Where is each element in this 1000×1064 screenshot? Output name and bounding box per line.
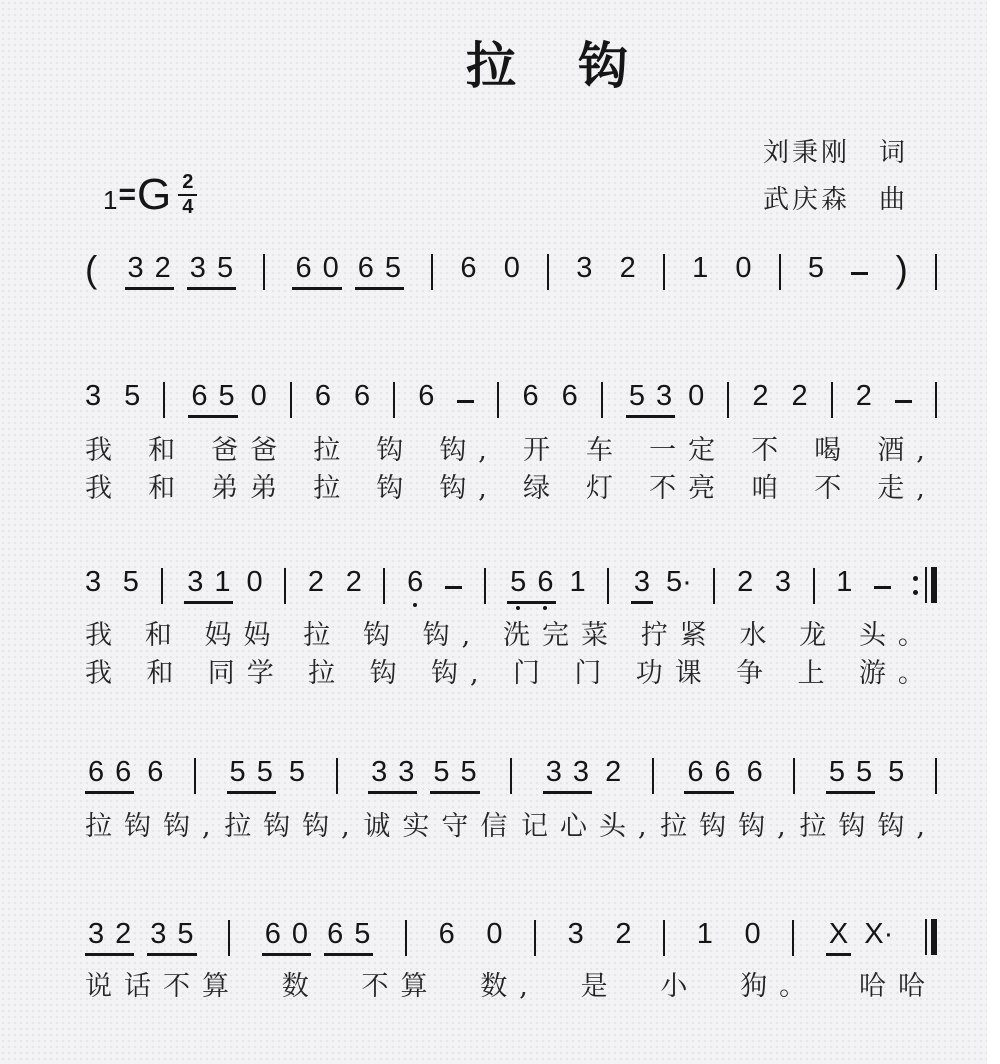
note-digit: 5 <box>460 756 477 788</box>
lyric-syllable: 上 <box>797 657 837 689</box>
note-group <box>184 568 233 604</box>
lyric-syllable: 钩 <box>376 472 416 504</box>
lyric-syllable: 钩 <box>376 434 416 466</box>
note-digit: X· <box>864 918 894 950</box>
barline <box>405 920 407 956</box>
note-digit: 3 <box>187 566 204 598</box>
lyric-syllable: 钩 <box>369 657 409 689</box>
barline <box>663 254 665 290</box>
note-group <box>620 254 636 290</box>
note-digit: 2 <box>615 918 632 950</box>
barline <box>792 920 794 956</box>
note-digit: 0 <box>291 918 309 950</box>
note-group <box>569 568 585 604</box>
note-digit: 3 <box>545 756 562 788</box>
note-digit: 3 <box>655 380 673 412</box>
lyric-syllable: 我 <box>85 472 124 504</box>
note-group <box>407 568 423 604</box>
note-digit: 3 <box>398 756 415 788</box>
note-digit: 6 <box>327 918 344 950</box>
barline <box>727 382 729 418</box>
note-digit: 3 <box>576 252 593 284</box>
key-equals: = <box>118 178 136 211</box>
lyric-syllable: 龙 <box>799 619 839 651</box>
note-group <box>826 920 851 956</box>
note-digit: 5 <box>510 568 526 597</box>
lyric-syllable: 不亮 <box>649 472 728 504</box>
note-digit: 6 <box>460 252 477 284</box>
note-digit: 5 <box>828 756 846 788</box>
lyric-syllable: 喝 <box>814 434 854 466</box>
barline <box>601 382 603 418</box>
lyric-syllable: 功课 <box>635 657 714 689</box>
note-group <box>147 758 163 794</box>
lyric-syllable: 我 <box>85 657 124 689</box>
note-cluster <box>543 758 621 794</box>
lyric-syllable: 狗。 <box>740 970 819 1002</box>
barline <box>336 758 338 794</box>
lyric-syllable: 钩 <box>362 619 402 651</box>
note-group <box>460 254 476 290</box>
barline <box>793 758 795 794</box>
note-group <box>251 382 267 418</box>
barline <box>935 382 937 418</box>
note-digit: 6 <box>147 756 164 788</box>
lyric-syllable: 是 <box>580 970 620 1002</box>
note-group <box>246 568 262 604</box>
page-title: 拉 钩 <box>466 36 634 95</box>
dash-extension <box>895 400 912 403</box>
barline <box>813 568 815 604</box>
lyric-syllable: 小 <box>660 970 700 1002</box>
lyric-syllable: 钩, <box>439 434 499 466</box>
barline <box>393 382 395 418</box>
lyric-syllable: 拉钩钩, <box>660 810 798 842</box>
repeat-end-barline <box>913 566 937 604</box>
note-cluster <box>826 758 904 794</box>
lyric-syllable: 游。 <box>858 657 937 689</box>
note-digit: 5 <box>433 756 450 788</box>
note-group <box>354 382 370 418</box>
barline <box>935 758 937 794</box>
dash-extension <box>457 400 474 403</box>
note-group <box>605 758 621 794</box>
note-group <box>147 920 196 956</box>
lyric-syllable: 咱 <box>751 472 791 504</box>
note-cluster <box>262 920 374 956</box>
note-cluster <box>85 920 197 956</box>
note-digit: 5 <box>216 252 234 284</box>
note-group <box>562 382 578 418</box>
barline <box>290 382 292 418</box>
note-group <box>85 382 101 418</box>
note-digit: 3 <box>633 566 651 598</box>
lyric-syllable: 和 <box>144 619 184 651</box>
barline <box>663 920 665 956</box>
note-digit: 5 <box>256 756 273 788</box>
barline <box>652 758 654 794</box>
thick-barline <box>931 567 937 603</box>
lyric-syllable: 钩, <box>430 657 491 689</box>
note-digit: 5 <box>122 566 139 598</box>
lyric-syllable: 水 <box>739 619 779 651</box>
note-digit: 0 <box>503 252 520 284</box>
note-group <box>631 568 653 604</box>
note-digit: 2 <box>855 380 872 412</box>
note-group <box>292 254 341 290</box>
note-cluster <box>292 254 404 290</box>
barline <box>935 254 937 290</box>
note-group <box>688 382 704 418</box>
note-digit: 2 <box>791 380 808 412</box>
note-group <box>324 920 373 956</box>
repeat-dot <box>913 576 918 581</box>
note-digit: 2 <box>307 566 325 598</box>
lyric-syllable: 车 <box>586 434 626 466</box>
note-digit: 3 <box>150 918 167 950</box>
note-digit: 6 <box>354 380 371 412</box>
note-group <box>430 758 479 794</box>
barline <box>779 254 781 290</box>
note-digit: 5 <box>218 380 235 412</box>
note-group <box>826 758 875 794</box>
note-group <box>752 382 768 418</box>
low-octave-dot <box>543 606 547 610</box>
verse-line-1 <box>85 374 937 418</box>
note-digit: 6 <box>264 918 281 950</box>
lyricist-credit: 刘秉刚 词 <box>762 138 908 168</box>
barline <box>431 254 433 290</box>
note-digit: 6 <box>522 380 539 412</box>
barline <box>510 758 512 794</box>
note-group <box>568 920 584 956</box>
note-group <box>808 254 824 290</box>
note-group <box>792 382 808 418</box>
note-cluster <box>188 382 266 418</box>
note-digit: 0 <box>250 380 267 412</box>
low-octave-dot <box>516 606 520 610</box>
note-digit: 6 <box>191 380 208 412</box>
lyric-syllable: 走, <box>877 472 937 504</box>
note-group <box>697 920 713 956</box>
lyric-syllable: 妈妈 <box>204 619 283 651</box>
note-cluster <box>227 758 305 794</box>
lyric-syllable: 弟弟 <box>211 472 290 504</box>
note-digit: 6 <box>407 568 423 597</box>
note-digit: 6 <box>746 756 763 788</box>
note-digit: X <box>828 918 849 950</box>
note-digit: 3 <box>127 252 144 284</box>
note-cluster <box>184 568 262 604</box>
note-group <box>504 254 520 290</box>
note-cluster <box>368 758 480 794</box>
note-group <box>522 382 538 418</box>
note-digit: 3 <box>774 566 792 598</box>
lyric-syllable: 钩, <box>439 472 499 504</box>
note-digit: 6 <box>295 252 312 284</box>
note-group <box>262 920 311 956</box>
note-group <box>227 758 276 794</box>
time-signature-denominator: 4 <box>182 196 194 218</box>
note-digit: 3 <box>371 756 388 788</box>
note-digit: 2 <box>115 918 132 950</box>
note-group <box>418 382 434 418</box>
note-cluster <box>631 568 692 604</box>
note-group <box>684 758 733 794</box>
intro-line <box>85 246 937 290</box>
note-group <box>692 254 708 290</box>
lyric-syllable: 拉钩钩, <box>224 810 362 842</box>
lyric-syllable: 和 <box>146 657 186 689</box>
dash-extension <box>445 586 462 589</box>
barline <box>284 568 286 604</box>
barline <box>383 568 385 604</box>
note-group <box>745 920 761 956</box>
lyric-syllable: 诚实守信 <box>363 810 520 842</box>
note-digit: 2 <box>619 252 636 284</box>
note-digit: 5· <box>666 566 692 598</box>
note-group <box>775 568 791 604</box>
barline <box>497 382 499 418</box>
note-cluster <box>125 254 237 290</box>
verse2-lyrics-a <box>85 615 937 653</box>
note-group <box>856 382 872 418</box>
lyric-syllable: 拉钩钩, <box>799 810 937 842</box>
note-digit: 5 <box>807 252 825 284</box>
note-group <box>188 382 237 418</box>
note-digit: 3 <box>85 380 102 412</box>
note-digit: 6 <box>714 756 731 788</box>
lyric-syllable: 一定 <box>649 434 728 466</box>
lyric-syllable: 哈哈 <box>858 970 937 1002</box>
lyric-syllable: 爸爸 <box>211 434 290 466</box>
note-digit: 3 <box>567 918 584 950</box>
lyric-syllable: 我 <box>85 619 124 651</box>
note-group <box>355 254 404 290</box>
lyric-syllable: 数 <box>281 970 321 1002</box>
repeat-dot <box>913 590 918 595</box>
verse2-lyrics-b <box>85 653 937 691</box>
note-digit: 2 <box>737 566 754 598</box>
ending-lyrics <box>85 966 937 1004</box>
note-group <box>368 758 417 794</box>
note-group <box>187 254 236 290</box>
note-digit: 2 <box>154 252 171 284</box>
lyric-syllable: 不 <box>814 472 854 504</box>
key-letter: G <box>137 170 172 219</box>
note-group <box>737 568 753 604</box>
note-group <box>576 254 592 290</box>
chorus-lyrics <box>85 806 937 844</box>
note-digit: 5 <box>229 756 246 788</box>
note-group <box>666 568 692 604</box>
lyric-syllable: 门 <box>574 657 614 689</box>
note-digit: 6 <box>88 756 105 788</box>
note-digit: 5 <box>288 756 305 788</box>
lyric-syllable: 拉 <box>313 434 353 466</box>
note-digit: 0 <box>486 918 503 950</box>
note-group <box>125 254 174 290</box>
note-digit: 3 <box>85 566 102 598</box>
lyric-syllable: 同学 <box>207 657 286 689</box>
lyric-syllable: 数, <box>480 970 540 1002</box>
note-digit: 2 <box>345 566 362 598</box>
note-group <box>507 568 556 604</box>
note-cluster <box>826 920 893 956</box>
note-group <box>124 382 140 418</box>
note-group <box>543 758 592 794</box>
barline <box>607 568 609 604</box>
low-octave-dot <box>413 603 417 607</box>
note-cluster <box>507 568 585 604</box>
note-digit: 3 <box>572 756 590 788</box>
note-cluster <box>626 382 704 418</box>
note-group <box>888 758 904 794</box>
note-digit: 3 <box>189 252 206 284</box>
lyric-syllable: 门 <box>512 657 552 689</box>
note-group <box>315 382 331 418</box>
note-digit: 6 <box>115 756 132 788</box>
barline <box>228 920 230 956</box>
lyric-syllable: 和 <box>148 434 188 466</box>
barline <box>831 382 833 418</box>
note-digit: 5 <box>354 918 371 950</box>
time-signature-numerator: 2 <box>178 172 197 196</box>
note-digit: 2 <box>605 756 622 788</box>
verse1-lyrics-a <box>85 430 937 468</box>
note-group <box>346 568 362 604</box>
key-do: 1 <box>103 185 118 215</box>
note-digit: 1 <box>214 566 231 598</box>
lyric-syllable: 开 <box>522 434 562 466</box>
barline <box>713 568 715 604</box>
lyric-syllable: 和 <box>148 472 188 504</box>
note-group <box>85 920 134 956</box>
lyric-syllable: 争 <box>736 657 776 689</box>
note-group <box>747 758 763 794</box>
lyric-syllable: 拉钩钩, <box>85 810 223 842</box>
note-digit: 5 <box>856 756 873 788</box>
lyric-syllable: 灯 <box>586 472 626 504</box>
ending-line <box>85 912 937 956</box>
paren-close: ) <box>895 249 908 290</box>
lyric-syllable: 洗完菜 <box>503 619 620 651</box>
note-cluster <box>684 758 762 794</box>
note-digit: 5 <box>888 756 905 788</box>
note-group <box>735 254 751 290</box>
lyric-syllable: 头。 <box>858 619 937 651</box>
note-group <box>85 568 101 604</box>
lyric-syllable: 钩, <box>422 619 483 651</box>
note-digit: 1 <box>836 566 853 598</box>
note-digit: 0 <box>744 918 761 950</box>
thin-barline <box>925 567 927 603</box>
note-digit: 5 <box>177 918 194 950</box>
lyric-syllable: 我 <box>85 434 124 466</box>
note-digit: 5 <box>628 380 645 412</box>
note-digit: 5 <box>124 380 141 412</box>
lyric-syllable: 不 <box>751 434 791 466</box>
barline <box>194 758 196 794</box>
note-digit: 6 <box>561 380 578 412</box>
note-digit: 2 <box>752 380 769 412</box>
lyric-syllable: 说话不算 <box>85 970 241 1002</box>
barline <box>547 254 549 290</box>
barline <box>484 568 486 604</box>
lyric-syllable: 拉 <box>303 619 343 651</box>
note-digit: 6 <box>418 380 435 412</box>
note-group <box>308 568 324 604</box>
note-digit: 6 <box>687 756 704 788</box>
lyric-syllable: 拉 <box>313 472 353 504</box>
note-group <box>85 758 134 794</box>
dash-extension <box>874 586 891 589</box>
note-digit: 0 <box>246 566 263 598</box>
note-digit: 1 <box>569 566 586 598</box>
barline <box>161 568 163 604</box>
lyric-syllable: 拉 <box>308 657 348 689</box>
lyric-syllable: 绿 <box>522 472 562 504</box>
note-digit: 0 <box>735 252 752 284</box>
note-digit: 1 <box>696 918 713 950</box>
note-group <box>626 382 675 418</box>
note-digit: 5 <box>384 252 402 284</box>
repeat-dots <box>913 576 918 595</box>
lyric-syllable: 记心头, <box>520 810 659 842</box>
barline <box>163 382 165 418</box>
lyric-syllable: 拧紧 <box>640 619 719 651</box>
note-group <box>864 920 893 956</box>
lyric-syllable: 酒, <box>877 434 937 466</box>
final-barline <box>925 918 937 956</box>
note-group <box>836 568 852 604</box>
note-digit: 0 <box>322 252 339 284</box>
barline <box>263 254 265 290</box>
note-digit: 6 <box>314 380 331 412</box>
barline <box>534 920 536 956</box>
composer-credit: 武庆森 曲 <box>762 185 908 215</box>
note-group <box>615 920 631 956</box>
note-group <box>123 568 139 604</box>
verse1-lyrics-b <box>85 468 937 506</box>
note-digit: 6 <box>537 568 553 597</box>
thick-barline <box>931 919 937 955</box>
note-digit: 6 <box>357 252 374 284</box>
dash-extension <box>851 272 868 275</box>
note-digit: 6 <box>438 918 455 950</box>
note-group <box>439 920 455 956</box>
lyric-syllable: 不算 <box>361 970 440 1002</box>
note-digit: 3 <box>88 918 105 950</box>
note-group <box>486 920 502 956</box>
verse-line-2 <box>85 560 937 604</box>
note-digit: 1 <box>692 252 709 284</box>
thin-barline <box>925 919 927 955</box>
note-group <box>289 758 305 794</box>
paren-open: ( <box>85 249 98 290</box>
chorus-line <box>85 750 937 794</box>
note-cluster <box>85 758 163 794</box>
note-digit: 0 <box>688 380 705 412</box>
